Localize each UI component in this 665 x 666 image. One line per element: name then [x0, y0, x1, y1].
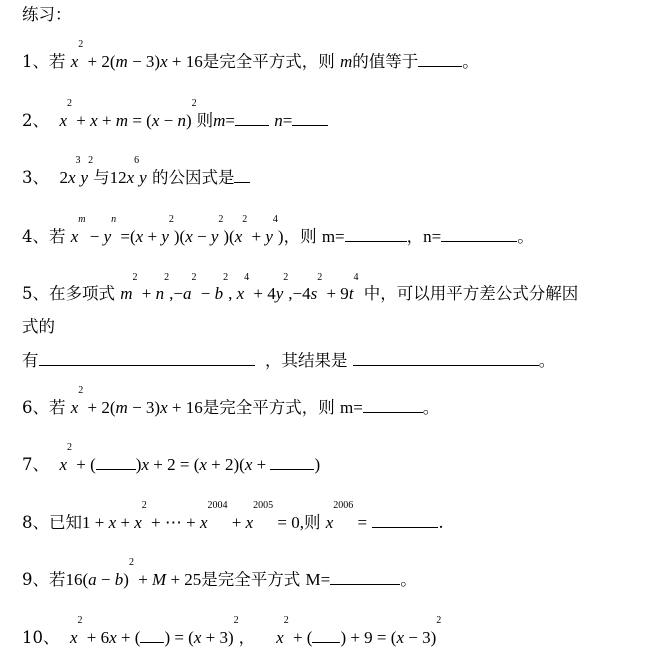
q5-result: ，其结果是 [265, 351, 348, 370]
question-2 [22, 98, 328, 132]
q1-mid: 是完全平方式，则 [202, 52, 335, 71]
q10-sep: ， [238, 628, 256, 647]
question-9 [22, 557, 417, 591]
q4-n-blank[interactable] [441, 225, 517, 242]
q5-have: 有 [22, 351, 39, 370]
q9-end: 。 [400, 570, 417, 589]
q10-blank-2[interactable] [312, 626, 340, 643]
q2-then: 则 [196, 111, 214, 130]
question-7 [22, 442, 321, 476]
q1-post: 的值等于 [352, 52, 419, 71]
q10-formula-a: $x^2 + 6x$ + ( ) = $(x + 3)^2$ [70, 615, 239, 647]
q3-formula-b: $12x^6y$ [109, 155, 147, 187]
q4-sep: ， [406, 227, 424, 246]
q4-then: ，则 [283, 227, 317, 246]
q8-number: 8、 [22, 513, 49, 532]
q1-answer-blank[interactable] [418, 50, 462, 67]
q9-m: M= [305, 570, 331, 589]
q5-number: 5、 [22, 284, 49, 303]
heading: 练习： [22, 5, 72, 24]
q9-number: 9、 [22, 570, 49, 589]
q8-then: 则 [304, 513, 321, 532]
q7-blank-2[interactable] [270, 453, 314, 470]
q8-answer-blank[interactable] [372, 511, 438, 528]
q3-answer-blank[interactable] [234, 166, 250, 183]
q8-end: . [438, 513, 444, 532]
q9-formula: $16(a - b)^2 + M + 25$ [65, 557, 202, 589]
q3-text: 的公因式是 [151, 168, 235, 187]
q2-formula: $x^2 + x + m = (x - n)^2$ [59, 98, 197, 130]
question-10 [22, 615, 442, 649]
q4-m: m= [321, 227, 345, 246]
question-8 [22, 500, 444, 534]
q5-which-blank[interactable] [39, 349, 255, 366]
q2-number: 2、 [22, 111, 49, 130]
q10-blank-1[interactable] [140, 626, 164, 643]
q4-n: n= [423, 227, 442, 246]
q4-pre: 若 [49, 227, 66, 246]
q6-post: 是完全平方式，则 [202, 398, 335, 417]
q8-formula: $1 + x + x^2$ + ⋯ + $x^{2004} + x^{2005} = 0$, [82, 500, 304, 532]
q5-end: 。 [538, 351, 556, 370]
q5-post: 中，可以用平方差公式分解因 [363, 284, 579, 303]
q2-eq: = [225, 111, 235, 130]
question-6 [22, 385, 440, 419]
q4-number: 4、 [22, 227, 49, 246]
q5-continuation: 式的 [22, 317, 55, 336]
q1-pre: 若 [49, 52, 66, 71]
q7-blank-1[interactable] [96, 453, 136, 470]
q2-m: m [213, 111, 226, 130]
question-5 [22, 272, 579, 305]
q8-pre: 已知 [49, 513, 82, 532]
q5-answer-line [22, 349, 555, 372]
q6-end: 。 [422, 398, 440, 417]
q6-formula: $x^2 + 2(m - 3)x + 16$ [70, 385, 203, 417]
q8-target: $x^{2006}$ = [325, 500, 368, 532]
q10-formula-b: $x^2$ + ( ) + $9 = (x - 3)^2$ [276, 615, 442, 647]
q2-m-blank[interactable] [235, 109, 269, 126]
q2-eq2: = [282, 111, 293, 130]
q4-formula: $x^m - y^n =(x + y^2)(x - y^2)(x^2 + y^4)$ [70, 214, 284, 246]
q9-pre: 若 [49, 570, 66, 589]
q1-end: 。 [462, 52, 479, 71]
q4-end: 。 [517, 227, 534, 246]
q1-var: m [339, 52, 353, 71]
q5-pre: 在多项式 [49, 284, 115, 303]
q3-with: 与 [93, 168, 110, 187]
q2-n: n [274, 111, 283, 130]
q9-m-blank[interactable] [330, 568, 400, 585]
question-1 [22, 39, 479, 73]
q5-result-blank[interactable] [353, 349, 539, 366]
q7-formula: $x^2$ + ( )x + 2 = (x + 2)(x + ) [59, 442, 321, 474]
q3-number: 3、 [22, 168, 49, 187]
q2-n-blank[interactable] [292, 109, 328, 126]
q6-m-blank[interactable] [363, 396, 423, 413]
q10-number: 10、 [22, 628, 60, 647]
q7-number: 7、 [22, 455, 49, 474]
q1-number: 1、 [22, 52, 49, 71]
q4-m-blank[interactable] [345, 225, 407, 242]
q9-post: 是完全平方式 [201, 570, 301, 589]
q5-formula: $m^2 + n^2,-a^2 - b^2$, $x^4 + 4y^2,-4s^2 + 9t^4$ [120, 272, 359, 303]
question-3 [22, 155, 250, 189]
question-4 [22, 214, 534, 248]
q6-pre: 若 [49, 398, 66, 417]
q1-formula: $x^2 + 2(m - 3)x + 16$ [70, 39, 203, 71]
q6-number: 6、 [22, 398, 49, 417]
q6-m: m= [339, 398, 363, 417]
q3-formula-a: $2x^3y^2$ [59, 155, 94, 187]
